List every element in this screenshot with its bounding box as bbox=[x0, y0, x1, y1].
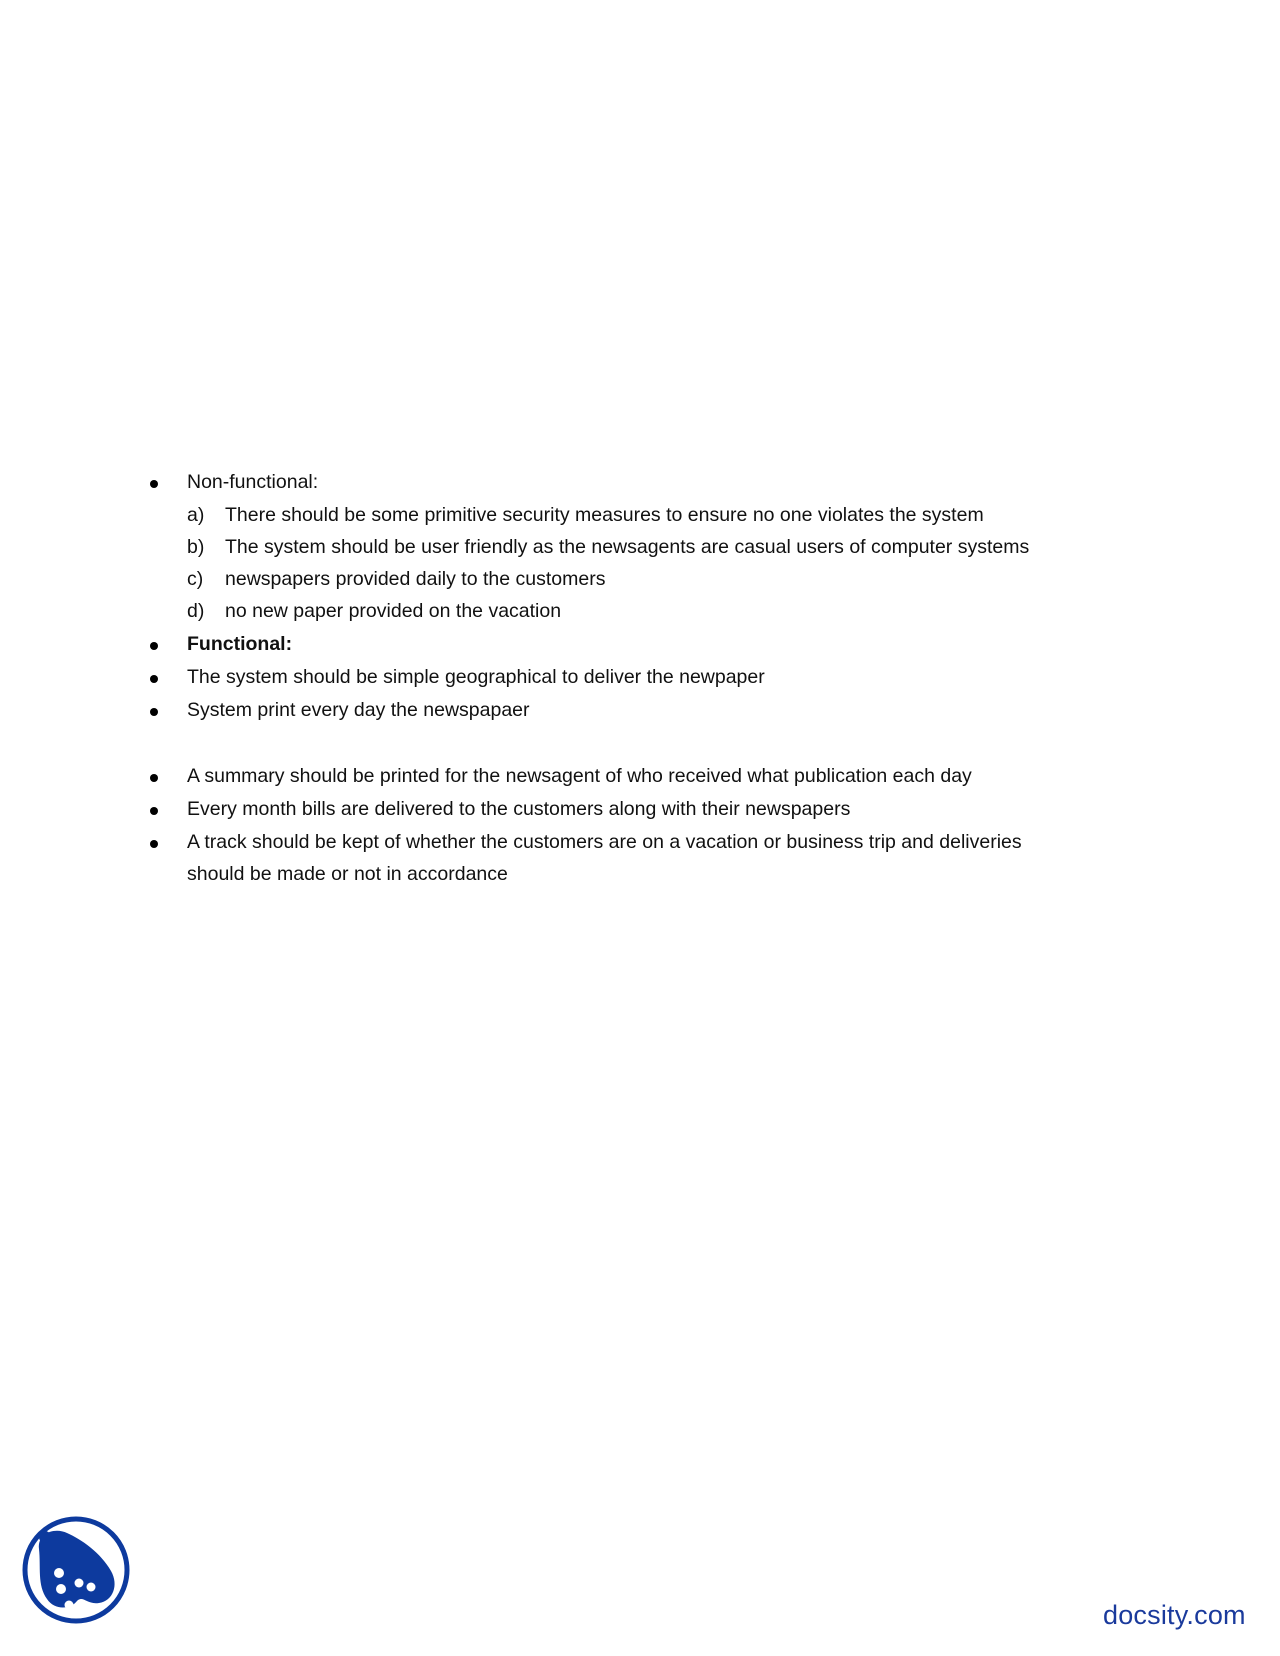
list-item: There should be some primitive security measures to ensure no one violates the system bbox=[225, 504, 984, 526]
bullet-icon bbox=[150, 832, 160, 856]
list-item: The system should be user friendly as the newsagents are casual users of computer systems bbox=[225, 536, 1030, 558]
list-marker-a: a) bbox=[187, 504, 205, 526]
docsity-brand-text[interactable]: docsity.com bbox=[1103, 1600, 1246, 1630]
list-item: A summary should be printed for the newsagent of who received what publication each day bbox=[187, 765, 972, 787]
docsity-logo-icon bbox=[21, 1515, 131, 1625]
non-functional-heading: Non-functional: bbox=[187, 471, 319, 493]
list-item: no new paper provided on the vacation bbox=[225, 600, 562, 622]
list-item: The system should be simple geographical to deliver the newpaper bbox=[187, 666, 765, 688]
list-marker-d: d) bbox=[187, 600, 205, 622]
list-marker-c: c) bbox=[187, 568, 204, 590]
bullet-icon bbox=[150, 667, 160, 691]
list-item: newspapers provided daily to the customers bbox=[225, 568, 606, 590]
bullet-icon bbox=[150, 634, 160, 658]
list-item: System print every day the newspapaer bbox=[187, 699, 530, 721]
list-item: Every month bills are delivered to the customers along with their newspapers bbox=[187, 798, 851, 820]
bullet-icon bbox=[150, 799, 160, 823]
list-item-continuation: should be made or not in accordance bbox=[187, 863, 508, 885]
bullet-icon bbox=[150, 472, 160, 496]
functional-heading: Functional: bbox=[187, 633, 293, 655]
list-marker-b: b) bbox=[187, 536, 205, 558]
list-item: A track should be kept of whether the customers are on a vacation or business trip and deliveries bbox=[187, 831, 1022, 853]
bullet-icon bbox=[150, 700, 160, 724]
bullet-icon bbox=[150, 766, 160, 790]
